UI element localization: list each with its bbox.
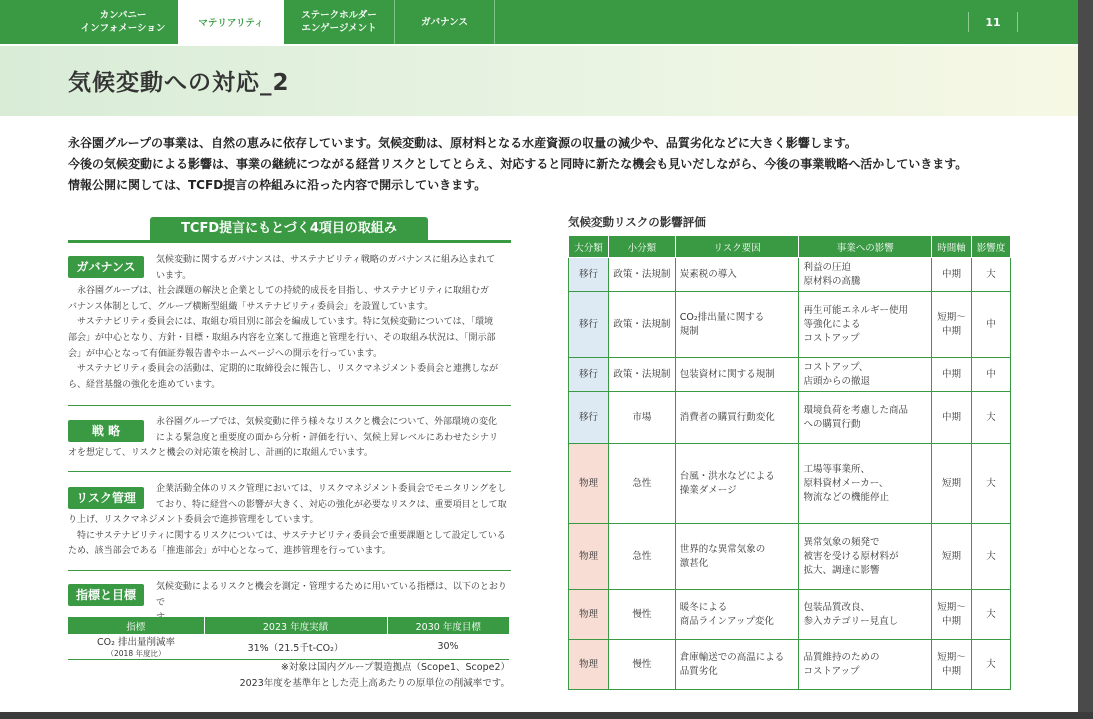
impact-level-cell: 大 <box>972 392 1011 444</box>
business-impact-cell <box>799 444 932 524</box>
risk-factor-cell <box>675 444 799 524</box>
risk-factor-cell <box>675 524 799 590</box>
major-category-cell: 移行 <box>569 292 609 358</box>
risk-table-title: 気候変動リスクの影響評価 <box>568 215 706 229</box>
cell-line: 中期 <box>942 411 962 423</box>
risk-assessment-table <box>568 235 1011 690</box>
table-row <box>68 634 509 660</box>
body-line: 企業活動全体のリスク管理においては、リスクマネジメント委員会でモニタリングをし <box>156 484 507 494</box>
table-row <box>569 292 1011 358</box>
minor-category-cell: 慢性 <box>608 590 675 640</box>
body-line: 会」が中心となって有価証券報告書やホームページへの開示を行っています。 <box>68 348 383 359</box>
cell-line: 炭素税の導入 <box>679 268 737 280</box>
business-impact-cell <box>799 258 932 292</box>
time-horizon-cell <box>932 292 972 358</box>
cell-line: 世界的な異常気象の <box>679 543 766 555</box>
cell-line: 工場等事業所、 <box>803 463 870 475</box>
cell-line: への購買行動 <box>803 418 861 430</box>
risk-management-badge: リスク管理 <box>68 487 144 509</box>
major-category-cell: 物理 <box>569 590 609 640</box>
body-line: ており、特に経営への影響が大きく、対応の強化が必要なリスクは、重要項目として取 <box>156 499 507 510</box>
cell-line: 店頭からの撤退 <box>803 375 870 387</box>
section-divider <box>68 471 511 472</box>
minor-category-cell: 政策・法規制 <box>608 358 675 392</box>
note-line: ※対象は国内グループ製造拠点（Scope1、Scope2） <box>280 662 510 673</box>
body-line: 特にサステナビリティに関するリスクについては、サステナビリティ委員会で重要課題として設定している <box>77 530 506 541</box>
minor-category-cell: 急性 <box>608 524 675 590</box>
cell-line: 短期 <box>942 550 962 562</box>
table-row <box>569 444 1011 524</box>
cell-line: コストアップ <box>803 332 860 344</box>
business-impact-cell <box>799 640 932 690</box>
major-category-cell: 物理 <box>569 524 609 590</box>
body-line: オを想定して、リスクと機会の対応策を検討し、計画的に取組んでいます。 <box>68 448 373 459</box>
table-row <box>569 258 1011 292</box>
major-category-cell: 物理 <box>569 640 609 690</box>
top-navigation <box>0 0 1078 44</box>
table-row <box>569 590 1011 640</box>
tab-company-information[interactable] <box>68 0 178 44</box>
cell-line: 原材料の高騰 <box>803 275 861 287</box>
column-header: 指標 <box>68 617 204 634</box>
cell-line: 品質劣化 <box>679 665 718 677</box>
strategy-section <box>68 415 511 462</box>
tab-label: マテリアリティ <box>198 17 264 29</box>
body-line: 永谷園グループでは、気候変動に伴う様々なリスクと機会について、外部環境の変化 <box>156 417 498 427</box>
metrics-badge: 指標と目標 <box>68 584 144 606</box>
page-title: 気候変動への対応_2 <box>68 70 290 96</box>
tab-label: ステークホルダー <box>301 10 377 21</box>
cell-line: コストアップ <box>803 665 860 677</box>
cell-line: 中期 <box>942 665 962 677</box>
tab-governance[interactable] <box>394 0 494 44</box>
cell-line: 台風・洪水などによる <box>679 470 775 482</box>
indicator-cell <box>68 634 204 660</box>
intro-line: 情報公開に関しては、TCFD提言の枠組みに沿った内容で開示していきます。 <box>68 178 487 192</box>
body-line: り上げ、リスクマネジメント委員会で進捗管理をしています。 <box>68 515 319 526</box>
time-horizon-cell <box>932 524 972 590</box>
tab-stakeholder-engagement[interactable] <box>284 0 394 44</box>
column-header: リスク要因 <box>675 236 799 258</box>
tcfd-heading: TCFD提言にもとづく4項目の取組み <box>150 217 428 241</box>
body-line: ため、該当部会である「推進部会」が中心となって、進捗管理を行っています。 <box>68 546 391 557</box>
governance-section <box>68 253 511 393</box>
minor-category-cell: 政策・法規制 <box>608 258 675 292</box>
body-line: います。 <box>156 270 192 281</box>
cell-line: 短期～ <box>937 651 966 663</box>
minor-category-cell: 慢性 <box>608 640 675 690</box>
impact-level-cell: 大 <box>972 524 1011 590</box>
cell-line: 商品ラインアップ変化 <box>679 615 774 627</box>
impact-level-cell: 中 <box>972 292 1011 358</box>
body-line: バナンス体制として、グループ横断型組織「サステナビリティ委員会」を設置しています。 <box>68 301 434 312</box>
cell-line: 消費者の購買行動変化 <box>679 411 775 423</box>
minor-category-cell: 急性 <box>608 444 675 524</box>
cell-line: 操業ダメージ <box>679 484 737 496</box>
tab-label: カンパニー <box>99 10 147 21</box>
viewer-background <box>0 712 1093 719</box>
tab-label: ガバナンス <box>421 16 468 28</box>
minor-category-cell: 市場 <box>608 392 675 444</box>
table-header-row <box>569 236 1011 258</box>
tab-materiality[interactable] <box>178 0 284 46</box>
tab-label: エンゲージメント <box>301 23 377 34</box>
table-row <box>569 392 1011 444</box>
strategy-badge: 戦 略 <box>68 420 144 442</box>
actual-cell: 31%（21.5千t-CO₂） <box>204 634 387 660</box>
column-header: 影響度 <box>972 236 1011 258</box>
risk-factor-cell <box>675 590 799 640</box>
cell-line: コストアップ、 <box>803 361 869 373</box>
section-divider <box>68 405 511 406</box>
cell-line: 参入カテゴリー見直し <box>803 615 899 627</box>
risk-factor-cell <box>675 392 799 444</box>
table-row <box>569 358 1011 392</box>
metrics-table <box>68 617 509 660</box>
major-category-cell: 移行 <box>569 358 609 392</box>
column-header: 2023 年度実績 <box>204 617 387 634</box>
cell-line: 再生可能エネルギー使用 <box>803 304 908 316</box>
body-line: 気候変動に関するガバナンスは、サステナビリティ戦略のガバナンスに組み込まれて <box>156 255 496 265</box>
major-category-cell: 物理 <box>569 444 609 524</box>
body-line: ら、経営基盤の強化を進めています。 <box>68 379 221 390</box>
cell-line: CO₂排出量に関する <box>679 311 765 323</box>
tab-label: インフォメーション <box>80 23 166 34</box>
note-line: 2023年度を基準年とした売上高あたりの原単位の削減率です。 <box>239 678 510 689</box>
body-line: 部会」が中心となり、方針・目標・取組み内容を立案して推進と管理を行い、その取組み状況は、「開示部 <box>68 332 496 343</box>
business-impact-cell <box>799 590 932 640</box>
tab-divider <box>494 0 495 44</box>
cell-line: 等強化による <box>803 318 861 330</box>
indicator-note: （2018 年度比） <box>106 649 166 658</box>
risk-factor-cell <box>675 358 799 392</box>
cell-line: 拡大、調達に影響 <box>803 564 880 576</box>
cell-line: 暖冬による <box>679 601 728 613</box>
time-horizon-cell <box>932 590 972 640</box>
business-impact-cell <box>799 524 932 590</box>
business-impact-cell <box>799 392 932 444</box>
risk-factor-cell <box>675 258 799 292</box>
viewer-background <box>1078 0 1093 719</box>
minor-category-cell: 政策・法規制 <box>608 292 675 358</box>
cell-line: 倉庫輸送での高温による <box>679 651 785 663</box>
column-header: 大分類 <box>569 236 609 258</box>
time-horizon-cell <box>932 444 972 524</box>
cell-line: 環境負荷を考慮した商品 <box>803 404 908 416</box>
title-band <box>0 46 1078 116</box>
time-horizon-cell <box>932 258 972 292</box>
intro-line: 今後の気候変動による影響は、事業の継続につながる経営リスクとしてとらえ、対応すると同時に新たな機会も見いだしながら、今後の事業戦略へ活かしていきます。 <box>68 157 968 171</box>
tcfd-heading-rule <box>68 240 511 243</box>
cell-line: 利益の圧迫 <box>803 261 851 273</box>
cell-line: 原料資材メーカー、 <box>803 477 889 489</box>
impact-level-cell: 大 <box>972 444 1011 524</box>
indicator-name: CO₂ 排出量削減率 <box>97 637 175 648</box>
cell-line: 中期 <box>942 325 962 337</box>
governance-badge: ガバナンス <box>68 256 144 278</box>
cell-line: 短期～ <box>937 601 966 613</box>
cell-line: 短期～ <box>937 311 966 323</box>
risk-factor-cell <box>675 292 799 358</box>
intro-text <box>68 133 1048 196</box>
cell-line: 中期 <box>942 268 962 280</box>
impact-level-cell: 大 <box>972 590 1011 640</box>
cell-line: 激甚化 <box>679 557 709 569</box>
body-line: による緊急度と重要度の面から分析・評価を行い、気候上昇レベルにあわせたシナリ <box>156 432 499 443</box>
intro-line: 永谷園グループの事業は、自然の恵みに依存しています。気候変動は、原材料となる水産資源の収量の減少や、品質劣化などに大きく影響します。 <box>68 136 857 150</box>
table-header-row <box>68 617 509 634</box>
cell-line: 物流などの機能停止 <box>803 491 889 503</box>
business-impact-cell <box>799 358 932 392</box>
page-number: 11 <box>968 12 1018 32</box>
cell-line: 品質維持のための <box>803 651 880 663</box>
column-header: 小分類 <box>608 236 675 258</box>
business-impact-cell <box>799 292 932 358</box>
cell-line: 被害を受ける原材料が <box>803 550 899 562</box>
body-line: サステナビリティ委員会の活動は、定期的に取締役会に報告し、リスクマネジメント委員会と連携しなが <box>77 364 499 375</box>
cell-line: 異常気象の頻発で <box>803 536 880 548</box>
cell-line: 中期 <box>942 615 962 627</box>
body-line: 気候変動によるリスクと機会を測定・管理するために用いている指標は、以下のとおりで <box>156 582 507 608</box>
time-horizon-cell <box>932 358 972 392</box>
column-header: 時間軸 <box>932 236 972 258</box>
major-category-cell: 移行 <box>569 258 609 292</box>
table-row <box>569 524 1011 590</box>
impact-level-cell: 大 <box>972 640 1011 690</box>
metrics-note <box>160 660 510 692</box>
column-header: 事業への影響 <box>799 236 932 258</box>
target-cell: 30% <box>387 634 509 660</box>
column-header: 2030 年度目標 <box>387 617 509 634</box>
cell-line: 規制 <box>679 325 699 337</box>
cell-line: 包装品質改良、 <box>803 601 870 613</box>
time-horizon-cell <box>932 392 972 444</box>
time-horizon-cell <box>932 640 972 690</box>
risk-management-section <box>68 482 511 560</box>
cell-line: 包装資材に関する規制 <box>679 368 775 380</box>
body-line: サステナビリティ委員会には、取組む項目別に部会を編成しています。特に気候変動については、「環境 <box>77 317 494 328</box>
table-row <box>569 640 1011 690</box>
cell-line: 中期 <box>942 368 962 380</box>
major-category-cell: 移行 <box>569 392 609 444</box>
risk-factor-cell <box>675 640 799 690</box>
cell-line: 短期 <box>942 477 962 489</box>
body-line: 永谷園グループは、社会課題の解決と企業としての持続的成長を目指し、サステナビリティに取組むガ <box>77 286 489 297</box>
impact-level-cell: 中 <box>972 358 1011 392</box>
section-divider <box>68 570 511 571</box>
impact-level-cell: 大 <box>972 258 1011 292</box>
